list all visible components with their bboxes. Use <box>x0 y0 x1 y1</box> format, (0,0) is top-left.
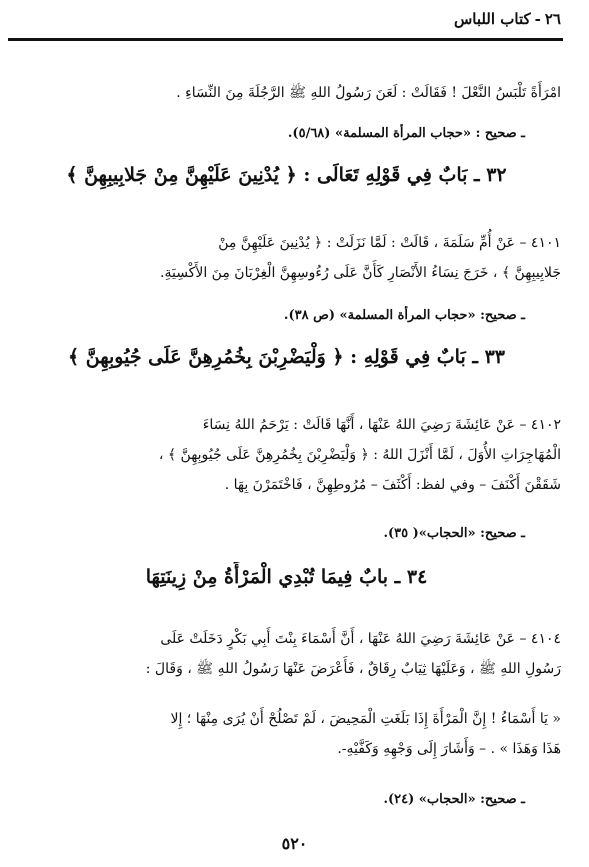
text-line: الْمُهَاجِرَاتِ الأُوَلَ ، لَمَّا أَنْزَلَ اللهُ : ﴿ وَلْيَضْرِبْنَ بِخُمُرِهِنَّ عَلَى جُيُوبِهِنَّ ﴾ ، <box>158 447 561 463</box>
grading-note-8 <box>12 524 561 544</box>
text-line: « يَا أَسْمَاءُ ! إِنَّ الْمَرْأَةَ إِذَا بَلَغَتِ الْمَحِيضَ ، لَمْ تَصْلُحْ أَنْ يُرَى مِنْهَا ؛ إِلا <box>170 711 561 727</box>
running-header <box>10 10 561 36</box>
header-page-number: ٢٦ <box>544 10 561 28</box>
paragraph-1 <box>12 78 561 108</box>
text-line: رَسُولِ اللهِ ﷺ ، وَعَلَيْهَا ثِيَابٌ رِقَاقٌ ، فَأَعْرَضَ عَنْهَا رَسُولُ اللهِ ﷺ ، وَقَالَ : <box>145 661 561 677</box>
chapter-heading-3 <box>12 160 561 190</box>
text-line: هَذَا وَهَذَا » . – وَأَشَارَ إِلَى وَجْهِهِ وَكَفَّيْهِ-. <box>337 741 561 757</box>
chapter-heading-6 <box>12 342 561 372</box>
grading-note-5 <box>12 306 561 326</box>
chapter-heading-9 <box>12 562 561 592</box>
text-line: ـ صحيح: «حجاب المرأة المسلمة» (ص ٣٨). <box>283 308 525 323</box>
text-line: ٤١٠١ – عَنْ أُمِّ سَلَمَةَ ، قَالَتْ : لَمَّا نَزَلَتْ : ﴿ يُدْنِينَ عَلَيْهِنَّ مِنْ <box>218 235 561 251</box>
paragraph-4 <box>12 228 561 288</box>
text-line: ٣٤ ـ بابٌ فِيمَا تُبْدِي الْمَرْأَةُ مِنْ زِينَتِهَا <box>145 566 428 588</box>
text-line: ـ صحيح : «حجاب المرأة المسلمة» (٥/٦٨). <box>287 126 525 141</box>
text-line: ٣٢ ـ بَابٌ فِي قَوْلِهِ تَعَالَى : ﴿ يُدْنِينَ عَلَيْهِنَّ مِنْ جَلابِيبِهِنَّ ﴾ <box>66 164 507 186</box>
text-line: شَقَقْنَ أَكْنَفَ – وفي لفظ: أَكْثَفَ – مُرُوطِهِنَّ ، فَاخْتَمَرْنَ بِهَا . <box>224 477 561 493</box>
text-line: امْرَأَةً تَلْبَسُ النَّعْلَ ! فَقَالَتْ : لَعَنَ رَسُولُ اللهِ ﷺ الرَّجُلَةَ مِنَ النِّسَاءِ . <box>176 85 561 101</box>
header-book-title: كتاب اللباس <box>453 10 531 28</box>
paragraph-11 <box>12 704 561 764</box>
grading-note-2 <box>12 124 561 144</box>
text-line: ـ صحيح: «الحجاب»( ٣٥). <box>383 526 525 541</box>
page-number: ٥٢٠ <box>281 834 308 853</box>
text-line: ٣٣ ـ بَابٌ فِي قَوْلِهِ : ﴿ وَلْيَضْرِبْنَ بِخُمُرِهِنَّ عَلَى جُيُوبِهِنَّ ﴾ <box>68 346 505 368</box>
text-line: ٤١٠٤ – عَنْ عَائِشَةَ رَضِيَ اللهُ عَنْهَا ، أَنَّ أَسْمَاءَ بِنْتَ أَبِي بَكْرٍ دَخَلَتْ عَلَى <box>160 631 561 647</box>
text-line: جَلابِيبِهِنَّ ﴾ ، خَرَجَ نِسَاءُ الأَنْصَارِ كَأَنَّ عَلَى رُءُوسِهِنَّ الْغِرْبَانَ مِنَ الأَكْسِيَةِ. <box>160 265 561 281</box>
header-dash: - <box>534 10 541 28</box>
text-line: ـ صحيح: «الحجاب» (٢٤). <box>383 792 525 807</box>
header-rule <box>8 38 563 41</box>
paragraph-7 <box>12 410 561 500</box>
text-line: ٤١٠٢ – عَنْ عَائِشَةَ رَضِيَ اللهُ عَنْهَا ، أَنَّهَا قَالَتْ : يَرْحَمُ اللهُ نِسَاءَ <box>202 417 561 433</box>
grading-note-12 <box>12 790 561 810</box>
paragraph-10 <box>12 624 561 684</box>
